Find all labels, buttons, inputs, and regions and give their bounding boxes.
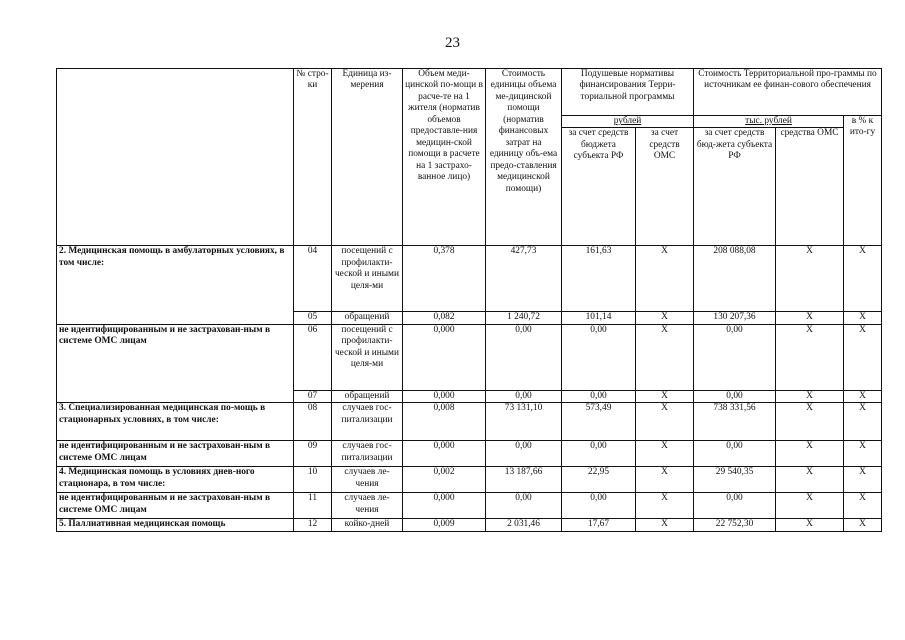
table-row (57, 246, 882, 312)
header-per-capita-group: Подушевые нормативы финансирования Терри-ториальной программы (562, 69, 694, 116)
row-percent: X (844, 312, 882, 324)
row-oms: X (636, 312, 694, 324)
row-oms: X (636, 246, 694, 312)
row-percent: X (844, 390, 882, 402)
row-oms: X (636, 519, 694, 532)
row-unit: случаев ле-чения (332, 493, 403, 519)
row-budget-total: 22 752,30 (694, 519, 776, 532)
header-total-cost-group: Стоимость Территориальной про-граммы по источникам ее финан-сового обеспечения (694, 69, 882, 116)
row-budget: 0,00 (562, 390, 636, 402)
row-budget-total: 29 540,35 (694, 467, 776, 493)
row-unit: случаев гос-питализации (332, 441, 403, 467)
row-budget-total: 0,00 (694, 390, 776, 402)
financing-table (56, 68, 882, 532)
row-oms-total: X (776, 324, 844, 390)
row-oms: X (636, 441, 694, 467)
row-volume: 0,000 (403, 324, 486, 390)
header-row-number: № стро-ки (294, 69, 332, 246)
row-unit: посещений с профилакти-ческой и иными целя-ми (332, 324, 403, 390)
row-percent: X (844, 324, 882, 390)
row-volume: 0,009 (403, 519, 486, 532)
row-oms-total: X (776, 390, 844, 402)
row-label: не идентифицированным и не застрахован-ным в системе ОМС лицам (57, 324, 294, 402)
row-budget-total: 0,00 (694, 441, 776, 467)
row-cost: 1 240,72 (486, 312, 562, 324)
row-cost: 0,00 (486, 324, 562, 390)
row-oms-total: X (776, 246, 844, 312)
row-cost: 13 187,66 (486, 467, 562, 493)
row-budget-total: 130 207,36 (694, 312, 776, 324)
row-oms: X (636, 403, 694, 441)
table-row (57, 403, 882, 441)
header-unit: Единица из-мерения (332, 69, 403, 246)
header-budget-total: за счет средств бюд-жета субъекта РФ (694, 128, 776, 246)
row-budget: 0,00 (562, 493, 636, 519)
row-label: 5. Паллиативная медицинская помощь (57, 519, 294, 532)
table-row (57, 493, 882, 519)
row-unit: койко-дней (332, 519, 403, 532)
row-cost: 0,00 (486, 493, 562, 519)
row-unit: обращений (332, 390, 403, 402)
header-percent: в % к ито-гу (844, 116, 882, 246)
row-oms-total: X (776, 467, 844, 493)
row-unit: случаев гос-питализации (332, 403, 403, 441)
row-budget: 0,00 (562, 324, 636, 390)
row-budget-total: 0,00 (694, 493, 776, 519)
row-percent: X (844, 246, 882, 312)
header-oms-total: средства ОМС (776, 128, 844, 246)
row-volume: 0,002 (403, 467, 486, 493)
table-row (57, 324, 882, 390)
row-volume: 0,000 (403, 390, 486, 402)
row-cost: 73 131,10 (486, 403, 562, 441)
header-rub: рублей (562, 116, 694, 128)
row-percent: X (844, 441, 882, 467)
header-thous-rub: тыс. рублей (694, 116, 844, 128)
row-cost: 427,73 (486, 246, 562, 312)
row-unit: случаев ле-чения (332, 467, 403, 493)
page-number: 23 (445, 35, 460, 51)
row-oms-total: X (776, 519, 844, 532)
row-budget: 17,67 (562, 519, 636, 532)
row-number: 05 (294, 312, 332, 324)
row-number: 07 (294, 390, 332, 402)
row-percent: X (844, 467, 882, 493)
row-number: 12 (294, 519, 332, 532)
row-number: 10 (294, 467, 332, 493)
row-number: 08 (294, 403, 332, 441)
row-oms-total: X (776, 312, 844, 324)
table-row (57, 441, 882, 467)
row-oms: X (636, 390, 694, 402)
row-volume: 0,008 (403, 403, 486, 441)
header-oms: за счет средств ОМС (636, 128, 694, 246)
row-volume: 0,000 (403, 441, 486, 467)
row-percent: X (844, 519, 882, 532)
row-budget: 573,49 (562, 403, 636, 441)
row-cost: 2 031,46 (486, 519, 562, 532)
header-budget: за счет средств бюджета субъекта РФ (562, 128, 636, 246)
row-budget: 101,14 (562, 312, 636, 324)
row-percent: X (844, 493, 882, 519)
row-budget-total: 0,00 (694, 324, 776, 390)
row-label: 3. Специализированная медицинская по-мощь в стационарных условиях, в том числе: (57, 403, 294, 441)
row-label: 4. Медицинская помощь в условиях днев-ного стационара, в том числе: (57, 467, 294, 493)
table-row (57, 467, 882, 493)
row-oms-total: X (776, 493, 844, 519)
row-cost: 0,00 (486, 390, 562, 402)
row-unit: обращений (332, 312, 403, 324)
header-empty-cell (57, 69, 294, 246)
row-cost: 0,00 (486, 441, 562, 467)
row-oms: X (636, 493, 694, 519)
row-number: 09 (294, 441, 332, 467)
row-number: 04 (294, 246, 332, 312)
row-volume: 0,082 (403, 312, 486, 324)
row-oms-total: X (776, 441, 844, 467)
row-volume: 0,378 (403, 246, 486, 312)
header-unit-cost: Стоимость единицы объема ме-дицинской помощи (норматив финансовых затрат на единицу объ-ема предо-ставления медицинской помощи) (486, 69, 562, 246)
row-label: не идентифицированным и не застрахован-ным в системе ОМС лицам (57, 441, 294, 467)
row-oms-total: X (776, 403, 844, 441)
row-oms: X (636, 467, 694, 493)
row-budget-total: 738 331,56 (694, 403, 776, 441)
row-budget: 161,63 (562, 246, 636, 312)
row-oms: X (636, 324, 694, 390)
table-row (57, 519, 882, 532)
row-unit: посещений с профилакти-ческой и иными целя-ми (332, 246, 403, 312)
row-budget: 22,95 (562, 467, 636, 493)
row-budget-total: 208 088,08 (694, 246, 776, 312)
row-number: 11 (294, 493, 332, 519)
row-number: 06 (294, 324, 332, 390)
row-volume: 0,000 (403, 493, 486, 519)
row-percent: X (844, 403, 882, 441)
row-label: 2. Медицинская помощь в амбулаторных условиях, в том числе: (57, 246, 294, 324)
row-budget: 0,00 (562, 441, 636, 467)
header-volume: Объем меди-цинской по-мощи в расче-те на 1 жителя (норматив объемов предоставле-ния медицин-ской помощи в расчете на 1 застрахо-ванное лицо) (403, 69, 486, 246)
row-label: не идентифицированным и не застрахован-ным в системе ОМС лицам (57, 493, 294, 519)
